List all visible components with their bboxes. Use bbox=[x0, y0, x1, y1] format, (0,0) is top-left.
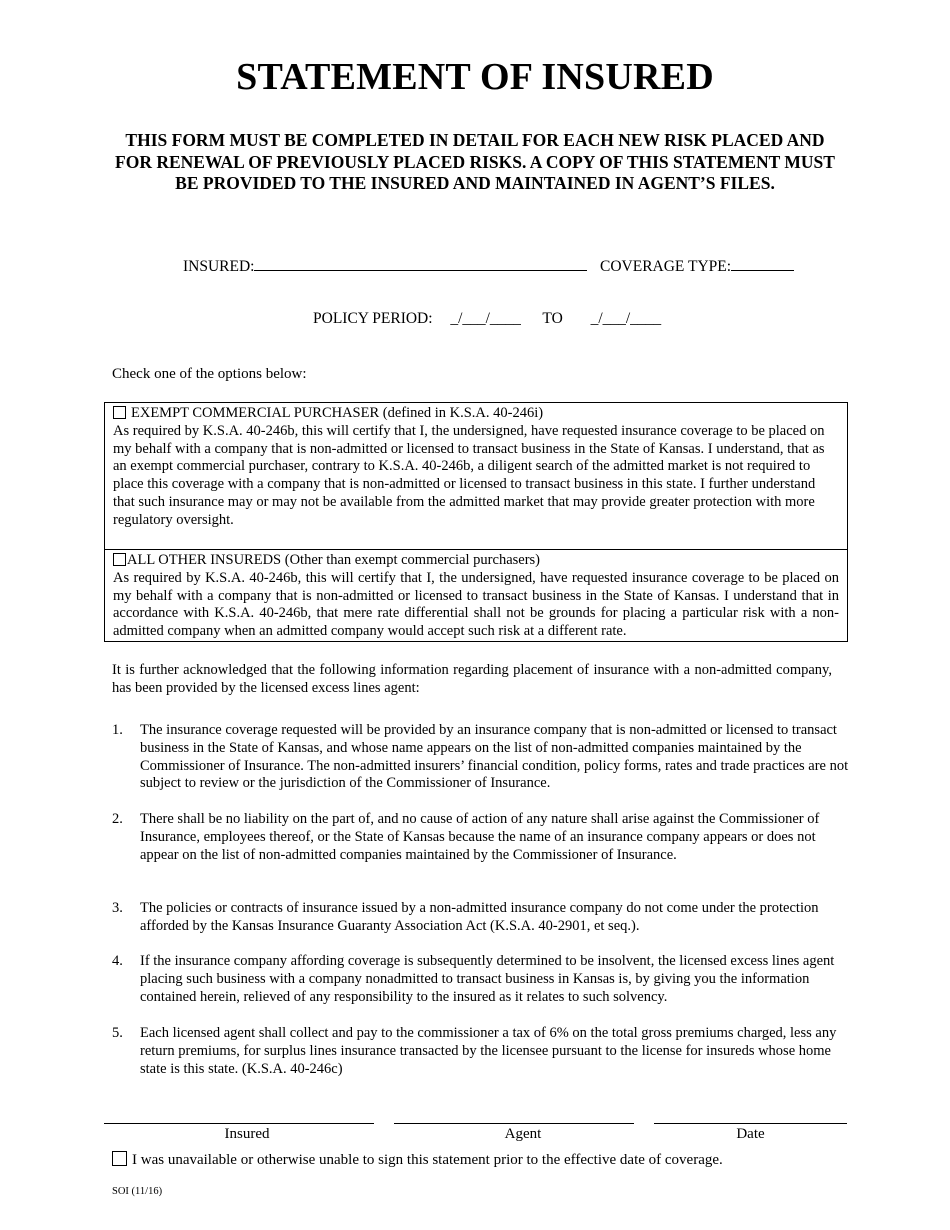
insured-signature-line[interactable] bbox=[104, 1123, 374, 1124]
list-item-number: 2. bbox=[112, 811, 123, 827]
policy-end-date-field[interactable]: _/___/____ bbox=[590, 310, 662, 327]
agent-signature-line[interactable] bbox=[394, 1123, 634, 1124]
agent-signature-label: Agent bbox=[504, 1126, 542, 1142]
coverage-type-input-line[interactable] bbox=[731, 256, 794, 271]
purchaser-options-box bbox=[104, 402, 848, 642]
policy-start-date-field[interactable]: _/___/____ bbox=[450, 310, 521, 327]
form-instructions-heading: THIS FORM MUST BE COMPLETED IN DETAIL FOR EACH NEW RISK PLACED AND FOR RENEWAL OF PREVIOUSLY PLACED RISKS. A COPY OF THIS STATEMENT MUST BE PROVIDED TO THE INSURED AND MAINTAINED IN AGENT’S FILES. bbox=[115, 130, 835, 193]
coverage-type-row bbox=[600, 256, 794, 276]
option-other-heading: ALL OTHER INSUREDS (Other than exempt commercial purchasers) bbox=[127, 552, 541, 568]
form-code: SOI (11/16) bbox=[112, 1186, 163, 1197]
insured-signature-label: Insured bbox=[224, 1126, 270, 1142]
policy-period-row bbox=[313, 310, 661, 328]
unavailable-note-row bbox=[112, 1151, 723, 1170]
policy-period-label: POLICY PERIOD: bbox=[313, 310, 433, 327]
insured-label: INSURED: bbox=[183, 258, 255, 275]
list-item-number: 5. bbox=[112, 1025, 123, 1041]
list-item-number: 3. bbox=[112, 900, 123, 916]
option-all-other-insureds bbox=[113, 552, 839, 641]
list-item-text: If the insurance company affording coverage is subsequently determined to be insolvent, the licensed excess lines agent placing such business with a company nonadmitted to transact business in Kansas is, by giving you the information contained herein, relieved of any responsibility to the insured as it relates to such solvency. bbox=[140, 953, 835, 1005]
insured-field-row bbox=[183, 256, 587, 276]
page-title: STATEMENT OF INSURED bbox=[236, 56, 714, 98]
check-option-instruction: Check one of the options below: bbox=[112, 366, 307, 382]
unavailable-note-text: I was unavailable or otherwise unable to sign this statement prior to the effective date of coverage. bbox=[132, 1152, 723, 1168]
list-item-text: There shall be no liability on the part of, and no cause of action of any nature shall arise against the Commissioner of Insurance, employees thereof, or the State of Kansas because the name of an insurance company appears or does not appear on the list of non-admitted companies maintained by the Commissioner of Insurance. bbox=[140, 811, 820, 863]
option-exempt-heading: EXEMPT COMMERCIAL PURCHASER (defined in K.S.A. 40-246i) bbox=[131, 405, 544, 421]
list-item-text: The policies or contracts of insurance issued by a non-admitted insurance company do not come under the protection afforded by the Kansas Insurance Guaranty Association Act (K.S.A. 40-2901, et seq.). bbox=[140, 900, 819, 934]
all-other-insureds-checkbox[interactable] bbox=[113, 553, 126, 566]
list-item-text: Each licensed agent shall collect and pay to the commissioner a tax of 6% on the total gross premiums charged, less any return premiums, for surplus lines insurance transacted by the licensee pursuant to the license for insureds whose home state is this state. (K.S.A. 40-246c) bbox=[140, 1025, 837, 1077]
policy-to-label: TO bbox=[542, 310, 563, 327]
coverage-type-label: COVERAGE TYPE: bbox=[600, 258, 732, 275]
option-exempt-commercial bbox=[113, 405, 839, 530]
option-exempt-body: As required by K.S.A. 40-246b, this will certify that I, the undersigned, have requested insurance coverage to be placed on my behalf with a company that is non-admitted or licensed to transact business in the State of Kansas. I understand, that as an exempt commercial purchaser, contrary to K.S.A. 40-246b, a diligent search of the admitted market is not required to place this coverage with a company that is non-admitted or licensed to transact business in this state. I further understand that such insurance may or may not be available from the admitted market that may provide greater protection with more regulatory oversight. bbox=[113, 422, 825, 528]
exempt-commercial-checkbox[interactable] bbox=[113, 406, 126, 419]
list-item-number: 1. bbox=[112, 722, 123, 738]
date-signature-label: Date bbox=[736, 1126, 765, 1142]
insured-input-line[interactable] bbox=[254, 256, 587, 271]
acknowledgement-paragraph: It is further acknowledged that the following information regarding placement of insurance with a non-admitted company, has been provided by the licensed excess lines agent: bbox=[112, 662, 832, 696]
option-other-body: As required by K.S.A. 40-246b, this will certify that I, the undersigned, have requested insurance coverage to be placed on my behalf with a company that is non-admitted or licensed to transact business in the State of Kansas. I understand that in accordance with K.S.A. 40-246b, that mere rate differential shall not be grounds for placing a particular risk with a non-admitted company when an admitted company would accept such risk at a different rate. bbox=[113, 569, 839, 640]
list-item-text: The insurance coverage requested will be provided by an insurance company that is non-admitted or licensed to transact business in the State of Kansas, and whose name appears on the list of non-admitted companies maintained by the Commissioner of Insurance. The non-admitted insurers’ financial condition, policy forms, rates and trade practices are not subject to review or the jurisdiction of the Commissioner of Insurance. bbox=[140, 722, 849, 792]
list-item-number: 4. bbox=[112, 953, 123, 969]
options-divider bbox=[105, 549, 847, 550]
unavailable-checkbox[interactable] bbox=[112, 1151, 127, 1166]
date-signature-line[interactable] bbox=[654, 1123, 847, 1124]
